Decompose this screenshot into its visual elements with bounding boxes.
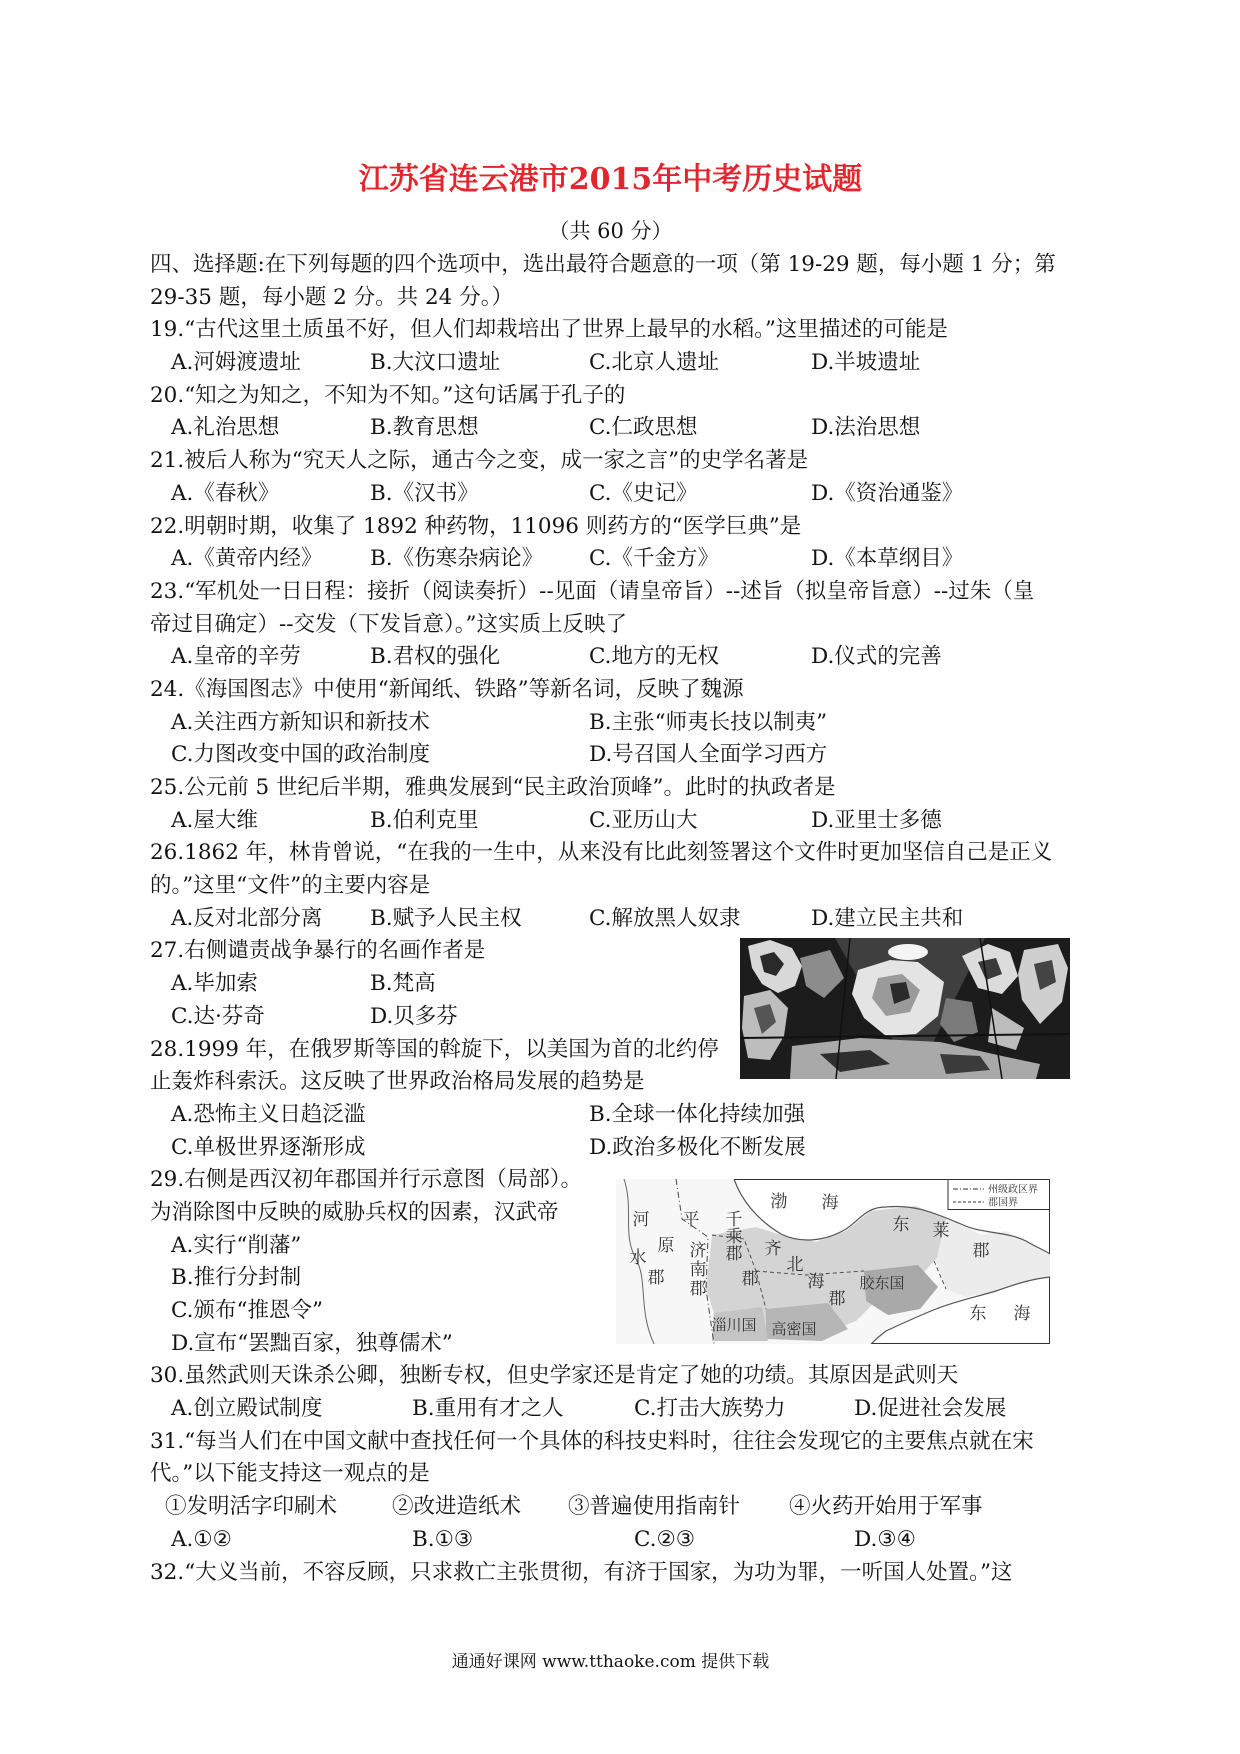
option-b: B.主张“师夷长技以制夷”	[589, 709, 828, 735]
map-label: 河	[632, 1210, 650, 1230]
option-d: D.政治多极化不断发展	[589, 1134, 806, 1160]
option-d: D.贝多芬	[370, 1003, 458, 1029]
question-30-options	[150, 1393, 1071, 1426]
question-25-stem: 25.公元前 5 世纪后半期，雅典发展到“民主政治顶峰”。此时的执政者是	[150, 775, 836, 800]
map-label: 齐	[764, 1239, 782, 1259]
option-d: D.建立民主共和	[811, 905, 964, 931]
option-d: D.仪式的完善	[811, 644, 942, 670]
option-d: D.宣布“罢黜百家，独尊儒术”	[171, 1330, 453, 1356]
option-c: C.亚历山大	[589, 807, 698, 833]
option-c: C.地方的无权	[589, 644, 720, 670]
option-c: C.《史记》	[589, 480, 698, 506]
option-a: A.创立殿试制度	[171, 1396, 323, 1422]
question-23-stem: 23.“军机处一日日程：接折（阅读奏折）--见面（请皇帝旨）--述旨（拟皇帝旨意）--过朱（皇	[150, 578, 1035, 604]
statement-2: ②改进造纸术	[392, 1494, 522, 1520]
option-a: A.①②	[171, 1526, 232, 1552]
question-19-options	[150, 347, 1071, 380]
option-c: C.颁布“推恩令”	[171, 1298, 324, 1323]
lamp	[888, 944, 928, 960]
option-b: B.①③	[412, 1526, 474, 1552]
map-label: 千	[725, 1210, 743, 1230]
option-c: C.力图改变中国的政治制度	[171, 742, 431, 768]
statement-1: ①发明活字印刷术	[165, 1494, 338, 1520]
map-label: 郡	[647, 1268, 665, 1288]
legend-commandery-border: 郡国界	[988, 1197, 1018, 1209]
option-c: C.达·芬奇	[171, 1003, 265, 1029]
option-a: A.关注西方新知识和新技术	[171, 709, 430, 735]
option-b: B.教育思想	[370, 415, 479, 441]
map-label: 海	[1013, 1304, 1031, 1324]
map-label: 郡	[741, 1269, 759, 1289]
option-a: A.《黄帝内经》	[171, 546, 323, 572]
page-footer: 通通好课网 www.tthaoke.com 提供下载	[451, 1652, 770, 1672]
question-26-options	[150, 903, 1071, 936]
map-label: 平	[682, 1210, 700, 1230]
map-label: 东	[892, 1215, 910, 1235]
option-c: C.仁政思想	[589, 415, 698, 441]
option-c: C.②③	[634, 1526, 696, 1552]
question-22-stem: 22.明朝时期，收集了 1892 种药物，11096 则药方的“医学巨典”是	[150, 513, 802, 539]
question-22-options	[150, 543, 1071, 576]
legend-province-border: 州级政区界	[988, 1184, 1038, 1196]
option-a: A.皇帝的辛劳	[171, 644, 301, 670]
option-b: B.梵高	[370, 971, 436, 997]
map-label: 北	[786, 1255, 804, 1275]
map-label: 原	[657, 1236, 675, 1256]
option-b: B.推行分封制	[171, 1265, 302, 1291]
map-label: 郡	[828, 1289, 846, 1309]
question-24-options-cd	[150, 739, 1071, 772]
option-d: D.号召国人全面学习西方	[589, 742, 828, 768]
option-a: A.礼治思想	[171, 415, 280, 441]
question-28-options-ab	[150, 1099, 1071, 1132]
question-list	[150, 249, 1071, 1589]
statement-3: ③普遍使用指南针	[568, 1494, 741, 1520]
map-label: 海	[807, 1272, 825, 1292]
question-25-options	[150, 805, 1071, 838]
option-b: B.大汶口遗址	[370, 350, 501, 376]
question-24-options-ab	[150, 707, 1071, 740]
question-31-stem-cont: 代。”以下能支持这一观点的是	[150, 1461, 430, 1487]
question-23-stem-cont: 帝过目确定）--交发（下发旨意）。”这实质上反映了	[150, 611, 628, 637]
question-31-stem: 31.“每当人们在中国文献中查找任何一个具体的科技史料时，往往会发现它的主要焦点就在宋	[150, 1428, 1034, 1454]
page-title: 江苏省连云港市2015年中考历史试题	[358, 162, 863, 197]
map-label: 郡	[972, 1241, 990, 1261]
question-19-stem: 19.“古代这里土质虽不好，但人们却栽培出了世界上最早的水稻。”这里描述的可能是	[150, 317, 948, 343]
option-b: B.《汉书》	[370, 480, 479, 506]
option-d: D.亚里士多德	[811, 807, 942, 833]
statement-4: ④火药开始用于军事	[789, 1494, 983, 1520]
map-label: 济	[689, 1241, 707, 1261]
question-21-stem: 21.被后人称为“究天人之际，通古今之变，成一家之言”的史学名著是	[150, 448, 809, 474]
option-a: A.屋大维	[171, 807, 258, 833]
option-a: A.毕加索	[171, 971, 258, 997]
question-30-stem: 30.虽然武则天诛杀公卿，独断专权，但史学家还是肯定了她的功绩。其原因是武则天	[150, 1363, 959, 1389]
map-label: 水	[629, 1248, 647, 1268]
total-score: （共 60 分）	[548, 219, 673, 243]
question-20-options	[150, 412, 1071, 445]
map-label: 莱	[932, 1221, 950, 1241]
question-24-stem: 24.《海国图志》中使用“新闻纸、铁路”等新名词，反映了魏源	[150, 676, 744, 702]
option-a: A.恐怖主义日趋泛滥	[171, 1101, 366, 1127]
option-b: B.赋予人民主权	[370, 905, 522, 931]
question-27-stem: 27.右侧谴责战争暴行的名画作者是	[150, 938, 486, 964]
map-label: 东	[969, 1304, 987, 1324]
question-28-stem: 28.1999 年，在俄罗斯等国的斡旋下，以美国为首的北约停	[150, 1036, 719, 1062]
question-31-statements	[150, 1491, 1071, 1524]
question-32-stem: 32.“大义当前，不容反顾，只求救亡主张贯彻，有济于国家，为功为罪，一听国人处置。”这	[150, 1559, 1013, 1585]
map-label: 高密国	[771, 1320, 817, 1338]
map-label: 淄川国	[711, 1316, 757, 1334]
section-instructions-cont: 29-35 题，每小题 2 分。共 24 分。）	[150, 284, 513, 310]
option-c: C.《千金方》	[589, 546, 720, 572]
map-label: 胶东国	[859, 1274, 905, 1292]
question-29-stem: 29.右侧是西汉初年郡国并行示意图（局部）。	[150, 1167, 582, 1193]
question-23-options	[150, 641, 1071, 674]
option-d: D.《资治通鉴》	[811, 480, 964, 506]
question-26-stem: 26.1862 年，林肯曾说，“在我的一生中，从来没有比此刻签署这个文件时更加坚信自己是正义	[150, 840, 1053, 866]
option-d: D.法治思想	[811, 415, 921, 441]
option-c: C.打击大族势力	[634, 1396, 786, 1422]
option-b: B.伯利克里	[370, 807, 479, 833]
guernica-painting	[740, 938, 1070, 1079]
option-d: D.半坡遗址	[811, 350, 921, 376]
map-label: 南	[689, 1260, 707, 1280]
map-label: 郡	[689, 1279, 707, 1299]
map-legend	[948, 1180, 1050, 1210]
question-31-options	[150, 1524, 1071, 1557]
question-28-stem-cont: 止轰炸科索沃。这反映了世界政治格局发展的趋势是	[150, 1069, 645, 1095]
option-a: A.实行“削藩”	[171, 1232, 302, 1258]
option-d: D.促进社会发展	[854, 1396, 1007, 1422]
option-a: A.反对北部分离	[171, 905, 323, 931]
map-label: 海	[821, 1193, 839, 1213]
option-d: D.《本草纲目》	[811, 546, 964, 572]
question-29-stem-cont: 为消除图中反映的威胁兵权的因素，汉武帝	[150, 1199, 559, 1225]
map-label: 乘	[725, 1227, 743, 1247]
option-a: A.《春秋》	[171, 480, 280, 506]
question-20-stem: 20.“知之为知之，不知为不知。”这句话属于孔子的	[150, 382, 626, 408]
option-a: A.河姆渡遗址	[171, 350, 301, 376]
map-label: 郡	[725, 1244, 743, 1264]
option-b: B.君权的强化	[370, 644, 501, 670]
question-21-options	[150, 478, 1071, 511]
option-c: C.单极世界逐渐形成	[171, 1134, 366, 1160]
question-28-options-cd	[150, 1132, 1071, 1165]
map-label: 渤	[770, 1192, 788, 1212]
option-b: B.全球一体化持续加强	[589, 1101, 806, 1127]
option-b: B.重用有才之人	[412, 1396, 564, 1422]
option-d: D.③④	[854, 1526, 916, 1552]
option-c: C.解放黑人奴隶	[589, 905, 741, 931]
option-b: B.《伤寒杂病论》	[370, 546, 544, 572]
section-instructions: 四、选择题:在下列每题的四个选项中，选出最符合题意的一项（第 19-29 题，每小题 1 分；第	[150, 252, 1056, 277]
option-c: C.北京人遗址	[589, 350, 720, 376]
question-26-stem-cont: 的。”这里“文件”的主要内容是	[150, 873, 431, 899]
han-commandery-map	[616, 1179, 1050, 1344]
